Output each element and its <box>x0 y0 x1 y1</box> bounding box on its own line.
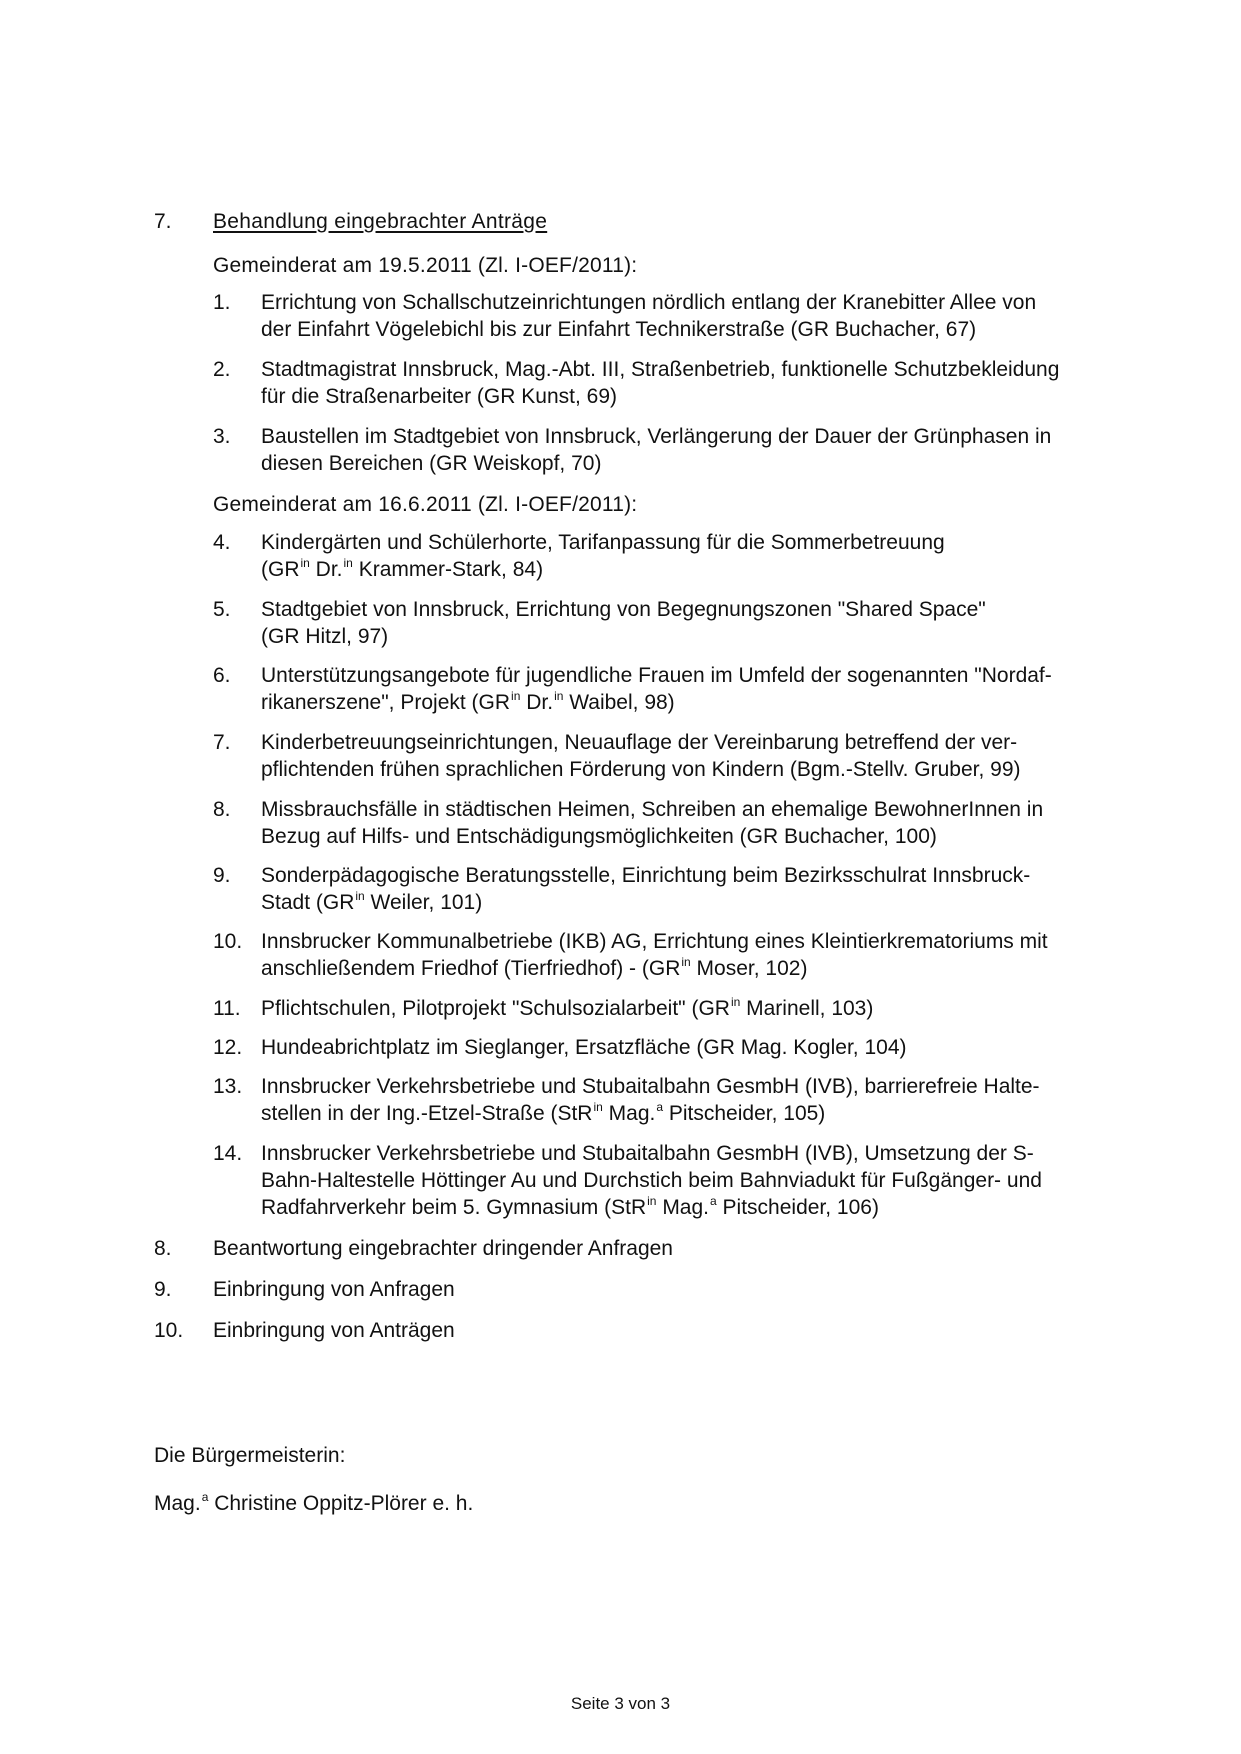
item-number: 11. <box>213 997 241 1020</box>
list-item: Stadtgebiet von Innsbruck, Errichtung von Begegnungszonen "Shared Space" (GR Hitzl, 97) <box>261 598 986 648</box>
section-10-number: 10. <box>154 1319 184 1342</box>
item-number: 8. <box>213 798 231 821</box>
list-item: Innsbrucker Verkehrsbetriebe und Stubaitalbahn GesmbH (IVB), barrierefreie Halte- stellen in der Ing.-Etzel-Straße (StR$^{in}$ Mag.$^a$ Pitscheider, 105) <box>261 1075 1040 1125</box>
section-8-title: Beantwortung eingebrachter dringender Anfragen <box>213 1237 673 1260</box>
list-item: Pflichtschulen, Pilotprojekt "Schulsozialarbeit" ($GR^{in}$ Marinell, 103) <box>261 995 874 1020</box>
item-number: 3. <box>213 425 231 448</box>
item-number: 13. <box>213 1075 243 1098</box>
item-number: 5. <box>213 598 231 621</box>
list-item: Kindergärten und Schülerhorte, Tarifanpassung für die Sommerbetreuung ($GR^{in}$ Dr.$^{in}$ Krammer-Stark, 84) <box>261 531 945 581</box>
list-item: Innsbrucker Kommunalbetriebe (IKB) AG, Errichtung eines Kleintierkrematoriums mit anschließendem Friedhof (Tierfriedhof) - ($GR^{in}$ Moser, 102) <box>261 930 1048 980</box>
section-10-title: Einbringung von Anträgen <box>213 1319 455 1342</box>
item-number: 6. <box>213 664 231 687</box>
item-number: 9. <box>213 864 231 887</box>
council-session-1: Gemeinderat am 19.5.2011 (Zl. I-OEF/2011): <box>213 254 638 277</box>
item-number: 10. <box>213 930 243 953</box>
list-item: Errichtung von Schallschutzeinrichtungen nördlich entlang der Kranebitter Allee von der Einfahrt Vögelebichl bis zur Einfahrt Technikerstraße (GR Buchacher, 67) <box>261 291 1037 341</box>
section-7-title: Behandlung eingebrachter Anträge <box>213 210 548 233</box>
item-number: 4. <box>213 531 231 554</box>
section-8-number: 8. <box>154 1237 172 1260</box>
list-item: Unterstützungsangebote für jugendliche Frauen im Umfeld der sogenannten "Nordaf- rikanerszene", Projekt ($GR^{in}$ Dr.$^{in}$ Waibel, 98) <box>261 664 1052 714</box>
list-item: Kinderbetreuungseinrichtungen, Neuauflage der Vereinbarung betreffend der ver- pflichtenden frühen sprachlichen Förderung von Kindern (Bgm.-Stellv. Gruber, 99) <box>261 731 1021 781</box>
item-number: 14. <box>213 1142 243 1165</box>
page-number: Seite 3 von 3 <box>570 1694 671 1713</box>
list-item: Hundeabrichtplatz im Sieglanger, Ersatzfläche (GR Mag. Kogler, 104) <box>261 1036 907 1059</box>
signature-name: Mag.$^a$ Christine Oppitz-Plörer e. h. <box>154 1490 474 1515</box>
list-item: Innsbrucker Verkehrsbetriebe und Stubaitalbahn GesmbH (IVB), Umsetzung der S- Bahn-Haltestelle Höttinger Au und Durchstich beim Bahnviadukt für Fußgänger- und Radfahrverkehr beim 5. Gymnasium (StR$^{in}$ Mag.$^a$ Pitscheider, 106) <box>261 1142 1042 1219</box>
list-item: Missbrauchsfälle in städtischen Heimen, Schreiben an ehemalige BewohnerInnen in Bezug auf Hilfs- und Entschädigungsmöglichkeiten (GR Buchacher, 100) <box>261 798 1044 848</box>
list-item: Baustellen im Stadtgebiet von Innsbruck, Verlängerung der Dauer der Grünphasen in diesen Bereichen (GR Weiskopf, 70) <box>261 425 1052 475</box>
item-number: 12. <box>213 1036 243 1059</box>
item-number: 7. <box>213 731 231 754</box>
item-number: 1. <box>213 291 231 314</box>
item-number: 2. <box>213 358 231 381</box>
council-session-2: Gemeinderat am 16.6.2011 (Zl. I-OEF/2011): <box>213 493 638 516</box>
section-9-title: Einbringung von Anfragen <box>213 1278 455 1301</box>
list-item: Sonderpädagogische Beratungsstelle, Einrichtung beim Bezirksschulrat Innsbruck- Stadt ($GR^{in}$ Weiler, 101) <box>261 864 1031 914</box>
signature-label: Die Bürgermeisterin: <box>154 1444 346 1467</box>
section-9-number: 9. <box>154 1278 172 1301</box>
section-7-number: 7. <box>154 210 172 233</box>
list-item: Stadtmagistrat Innsbruck, Mag.-Abt. III, Straßenbetrieb, funktionelle Schutzbekleidung für die Straßenarbeiter (GR Kunst, 69) <box>261 358 1060 408</box>
